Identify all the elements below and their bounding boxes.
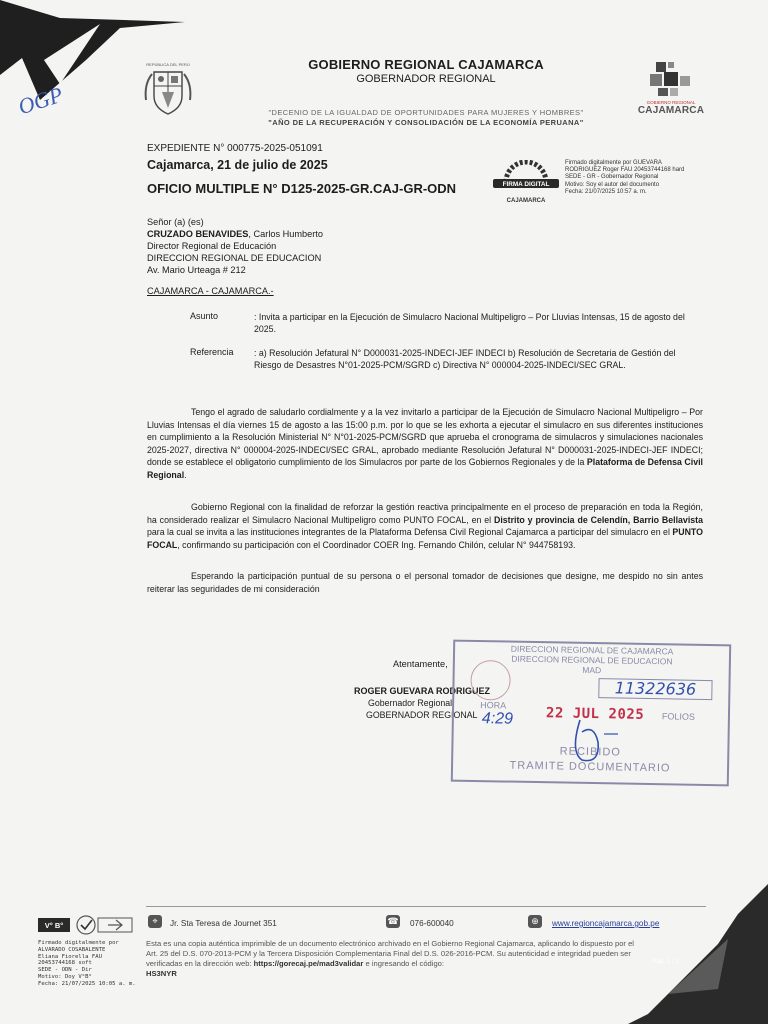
stamp-header-2: DIRECCION REGIONAL DE EDUCACION — [511, 653, 673, 667]
validation-link[interactable]: https://gorecaj.pe/mad3validar — [253, 959, 364, 968]
vb-check-icon — [38, 914, 138, 936]
addressee-city: CAJAMARCA - CAJAMARCA.- — [147, 286, 274, 296]
logo-name: CAJAMARCA — [637, 105, 705, 116]
asunto-text: : Invita a participar en la Ejecución de Simulacro Nacional Multipeligro – Por Lluvias Intensas, 15 de agosto del 2025. — [254, 312, 685, 334]
salutation: Señor (a) (es) — [147, 217, 204, 227]
stamp-number: 11322636 — [598, 678, 712, 700]
motto-line-1: "DECENIO DE LA IGUALDAD DE OPORTUNIDADES PARA MUJERES Y HOMBRES" — [268, 108, 584, 117]
page-title: GOBIERNO REGIONAL CAJAMARCA — [308, 57, 544, 72]
svg-text:V° B°: V° B° — [44, 921, 64, 930]
footer-phone: 076-600040 — [410, 919, 454, 928]
addressee-position: Director Regional de Educación — [147, 241, 277, 251]
stamp-date: 22 JUL 2025 — [545, 705, 645, 723]
footer-divider — [146, 906, 706, 907]
referencia-text: : a) Resolución Jefatural N° D000031-2025-INDECI-JEF INDECI b) Resolución de Secretaria de Gestión del Riesgo de Desastres N°01-2025-PCM/SGRD c) Directiva N° 000004-2025-INDECI/SEC GRAL. — [254, 348, 676, 370]
digital-signature-text: Firmado digitalmente por GUEVARA RODRIGUEZ Roger FAU 20453744168 hard SEDE - GR - Gobernador Regional Motivo: Soy el autor del documento Fecha: 21/07/2025 10:57 a. m. — [565, 160, 685, 195]
stamp-hora-value: 4:29 — [481, 710, 514, 728]
expediente-number: EXPEDIENTE N° 000775-2025-051091 — [147, 143, 323, 154]
oficio-number: OFICIO MULTIPLE N° D125-2025-GR.CAJ-GR-ODN — [147, 181, 457, 196]
stamp-header-3: MAD — [582, 664, 602, 676]
body-paragraph-3: Esperando la participación puntual de su persona o el personal tomador de decisiones que designe, me despido no sin antes reiterar las seguridades de mi consideración — [147, 571, 703, 594]
closing-regards: Atentamente, — [393, 659, 448, 669]
body-paragraph-2: Gobierno Regional con la finalidad de reforzar la gestión reactiva principalmente en el proceso de preparación en toda la Región, ha considerado realizar el Simulacro Nacional Multipeligro como PUNTO FOCAL, en el Distrito y provincia de Celendín, Barrio Bellavista para la cual se invita a las instituciones integrantes de la Plataforma Defensa Civil Regional Cajamarca a participar del simulacro en el PUNTO FOCAL, confirmando su participación con el Coordinador COER Ing. Fernando Chilón, celular N° 944758193. — [147, 502, 703, 550]
footer-address: Jr. Sta Teresa de Journet 351 — [170, 919, 277, 928]
footer-web-link[interactable]: www.regioncajamarca.gob.pe — [552, 919, 660, 928]
signer-role-1: Gobernador Regional — [368, 698, 453, 708]
stamp-tramite: TRAMITE DOCUMENTARIO — [509, 759, 671, 775]
addressee-address: Av. Mario Urteaga # 212 — [147, 265, 246, 275]
page-number: Pág. 1 / 1 — [652, 958, 680, 965]
web-icon: ⊕ — [528, 915, 542, 928]
body-paragraph-1: Tengo el agrado de saludarlo cordialmente y a la vez invitarlo a participar de la Ejecución de Simulacro Nacional Multipeligro – Por Lluvias Intensas el día viernes 15 de agosto a las 15:00 p.m. por lo que se les exhorta a ejecutar el simulacro en sus diferentes instituciones en cumplimiento a la Resolución Ministerial N° N°01-2025-PCM/SGRD que aprueba el cronograma de simulacros y simulaciones nacionales 2025-2027, directiva N° 000004-2025-INDECI/SEC GRAL, aprobado mediante Resolución Jefatural N° D000031-2025-INDECI-JEF INDECI; donde se establece el obligatorio cumplimiento de los Simulacros por parte de los Gobiernos Regionales y de la Plataforma de Defensa Civil Regional. — [147, 407, 703, 480]
addressee-office: DIRECCION REGIONAL DE EDUCACION — [147, 253, 322, 263]
corner-decoration-bottom — [628, 884, 768, 1024]
stamp-received: RECIBIDO — [559, 745, 622, 759]
validation-code: HS3NYR — [146, 969, 177, 978]
firma-digital-badge-icon — [492, 160, 560, 204]
page-subtitle: GOBERNADOR REGIONAL — [356, 73, 496, 85]
svg-text:REPÚBLICA DEL PERÚ: REPÚBLICA DEL PERÚ — [146, 62, 190, 67]
margin-note: OGP — [15, 81, 66, 120]
stamp-hora-label: HORA — [480, 700, 507, 711]
logo-small-text: GOBIERNO REGIONAL — [646, 100, 696, 105]
svg-text:FIRMA DIGITAL: FIRMA DIGITAL — [502, 181, 550, 188]
vb-signature-note: Firmado digitalmente por ALVARADO COSABALENTE Eliana Fiorella FAU 20453744168 soft SEDE - ODN - Dir Motivo: Doy V°B° Fecha: 21/07/2025 10:05 a. m. — [38, 940, 136, 987]
addressee-block — [147, 216, 323, 276]
location-icon: ⌖ — [148, 915, 162, 928]
document-date: Cajamarca, 21 de julio de 2025 — [147, 158, 328, 172]
asunto-label: Asunto — [190, 311, 219, 321]
addressee-name: CRUZADO BENAVIDES, Carlos Humberto — [147, 229, 323, 239]
stamp-folios-label: FOLIOS — [661, 711, 696, 722]
signer-name: ROGER GUEVARA RODRIGUEZ — [354, 686, 491, 696]
signer-role-2: GOBERNADOR REGIONAL — [366, 710, 478, 720]
stamp-header-1: DIRECCION REGIONAL DE CAJAMARCA — [510, 643, 674, 657]
handwritten-initial-icon — [560, 712, 620, 768]
phone-icon: ☎ — [387, 916, 399, 926]
authenticity-note: Esta es una copia auténtica imprimible de un documento electrónico archivado en el Gobierno Regional Cajamarca, aplicando lo dispuesto por el Art. 25 del D.S. 070-2013-PCM y la Tercera Disposición Complementaria Final del D.S. 026-2016-PCM. Su autenticidad e integridad pueden ser verificadas en la dirección web: https://gorecaj.pe/mad3validar e ingresando el código: HS3NYR — [146, 939, 634, 978]
referencia-label: Referencia — [190, 347, 234, 357]
svg-text:CAJAMARCA: CAJAMARCA — [506, 198, 546, 204]
motto-line-2: "AÑO DE LA RECUPERACIÓN Y CONSOLIDACIÓN DE LA ECONOMÍA PERUANA" — [268, 118, 584, 127]
